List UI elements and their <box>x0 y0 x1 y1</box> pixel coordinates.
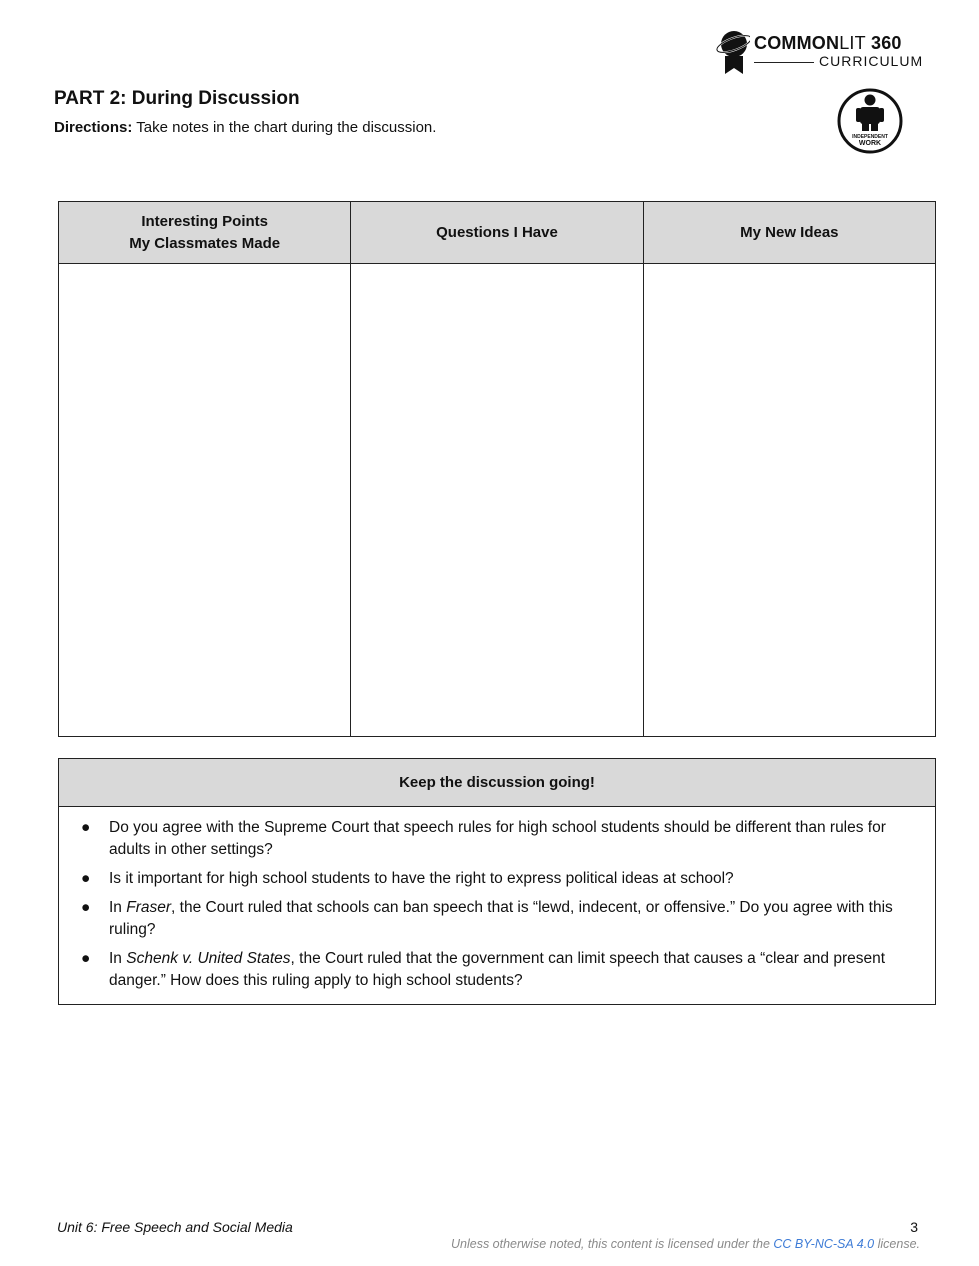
notes-cell-new-ideas[interactable] <box>643 264 935 737</box>
keep-discussion-heading: Keep the discussion going! <box>59 759 935 807</box>
notes-table-header-row <box>59 202 936 264</box>
license-link[interactable]: CC BY-NC-SA 4.0 <box>773 1237 875 1251</box>
directions-text: Take notes in the chart during the discussion. <box>136 119 437 136</box>
bullet-icon: ● <box>81 899 91 916</box>
bullet-icon: ● <box>81 819 91 836</box>
badge-line2: WORK <box>858 140 882 147</box>
header-questions: Questions I Have <box>351 202 643 264</box>
directions-label: Directions: <box>54 119 133 136</box>
footer-unit: Unit 6: Free Speech and Social Media <box>57 1219 293 1235</box>
notes-cell-interesting-points[interactable] <box>59 264 351 737</box>
badge-line1: INDEPENDENT <box>852 134 888 140</box>
discussion-question: ● Do you agree with the Supreme Court that speech rules for high school students should be different than rules for adults in other settings? <box>81 819 886 858</box>
commonlit-globe-icon <box>714 28 750 76</box>
discussion-question: ● In Fraser, the Court ruled that schools can ban speech that is “lewd, indecent, or offensive.” Do you agree with this ruling? <box>81 899 893 938</box>
header-interesting-points: Interesting Points My Classmates Made <box>59 202 351 264</box>
logo-wordmark: COMMONLIT 360 <box>754 33 902 53</box>
keep-discussion-box <box>58 758 936 1005</box>
page-number: 3 <box>910 1219 918 1235</box>
license-notice: Unless otherwise noted, this content is licensed under the CC BY-NC-SA 4.0 license. <box>450 1237 920 1251</box>
bullet-icon: ● <box>81 870 91 887</box>
header-new-ideas: My New Ideas <box>643 202 935 264</box>
logo-divider <box>754 62 814 63</box>
discussion-question: ● In Schenk v. United States, the Court ruled that the government can limit speech that causes a “clear and present danger.” How does this ruling apply to high school students? <box>81 950 886 989</box>
commonlit-logo <box>714 28 924 78</box>
notes-table-body-row <box>59 264 936 737</box>
directions <box>54 119 436 136</box>
notes-table <box>58 201 936 737</box>
logo-subtitle: CURRICULUM <box>819 53 924 69</box>
discussion-question: ● Is it important for high school students to have the right to express political ideas at school? <box>109 868 923 890</box>
notes-cell-questions[interactable] <box>351 264 643 737</box>
discussion-questions-list <box>59 807 935 1004</box>
part-title: PART 2: During Discussion <box>54 88 300 109</box>
independent-work-icon <box>836 87 904 155</box>
bullet-icon: ● <box>81 950 91 967</box>
